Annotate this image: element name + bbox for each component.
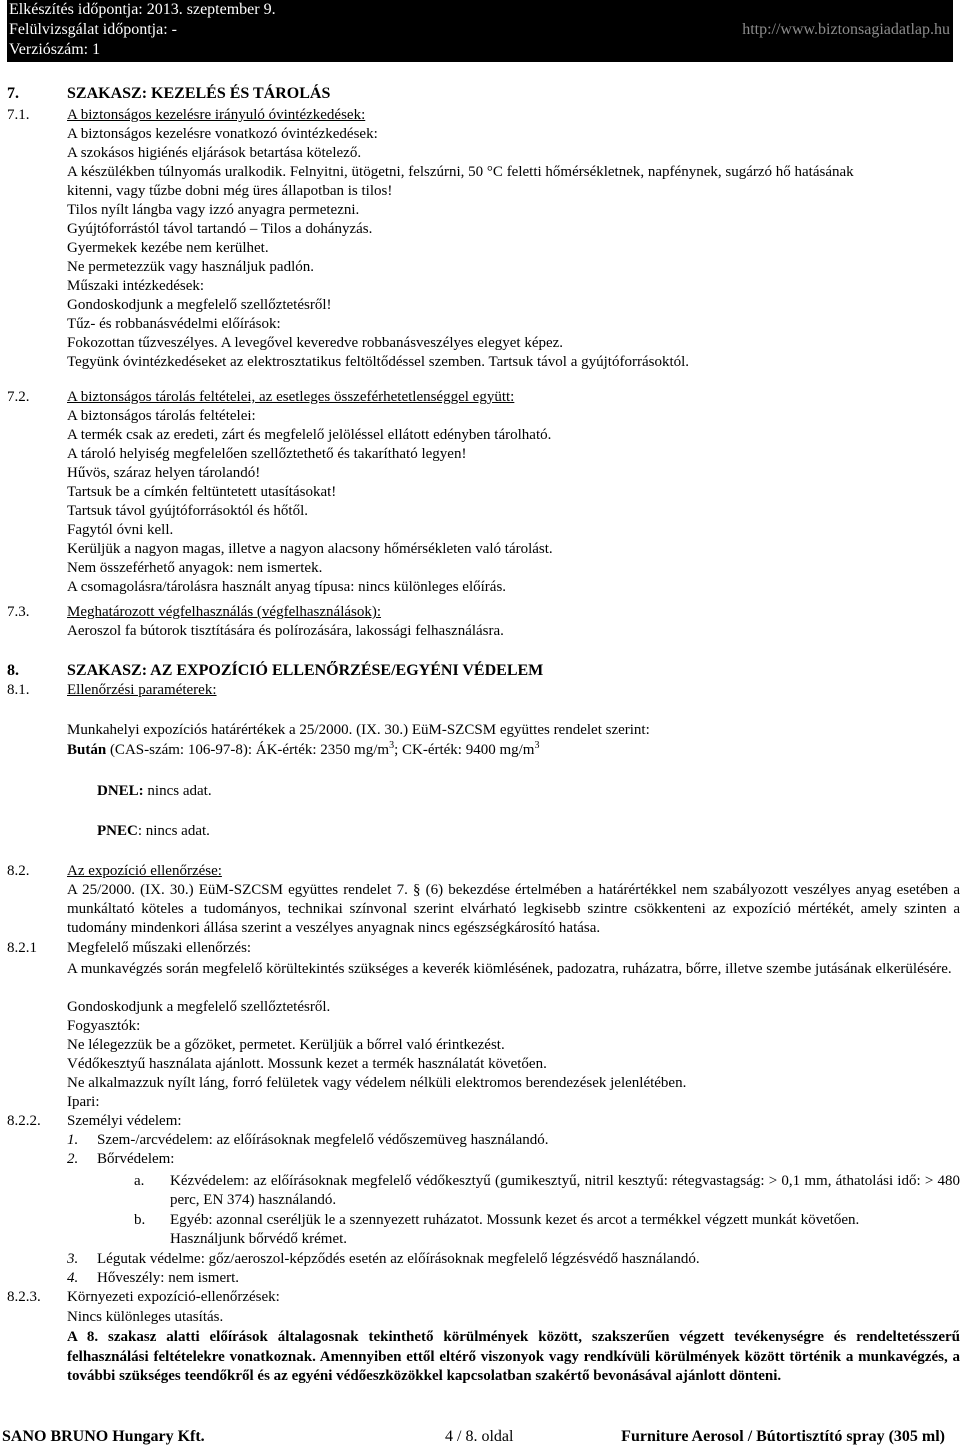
- footer-product: Furniture Aerosol / Bútortisztító spray (305 ml): [621, 1428, 945, 1445]
- section-7-1-number: 7.1.: [7, 107, 30, 123]
- other-protection-text: Használjunk bőrvédő krémet.: [170, 1231, 348, 1247]
- section-8-number: 8.: [7, 662, 19, 679]
- text-line: A készülékben túlnyomás uralkodik. Felnyitni, ütögetni, felszúrni, 50 °C feletti hőmérsékletnek, napfénynek, sugárzó hő hatásának: [67, 164, 854, 180]
- text-line: A biztonságos kezelésre vonatkozó óvintézkedések:: [67, 126, 378, 142]
- section-7-1-title: A biztonságos kezelésre irányuló óvintézkedések:: [67, 107, 366, 123]
- section-8-1-title: Ellenőrzési paraméterek:: [67, 682, 217, 698]
- list-item: Légutak védelme: gőz/aeroszol-képződés esetén az előírásoknak megfelelő légzésvédő használandó.: [97, 1251, 700, 1267]
- dnel-label: DNEL:: [97, 783, 144, 799]
- text-line: A csomagolásra/tárolásra használt anyag típusa: nincs különleges előírás.: [67, 579, 507, 595]
- section-8-2-1-title: Megfelelő műszaki ellenőrzés:: [67, 940, 252, 956]
- text-line: Ne alkalmazzuk nyílt láng, forró felületek vagy védelem nélküli elektromos berendezések jelenlétében.: [67, 1075, 687, 1091]
- hand-protection-text: Kézvédelem: az előírásoknak megfelelő védőkesztyű (gumikesztyű, nitril kesztyű: rétegvastagság: > 0,1 mm, áthatolási idő: > 480 perc, EN 374) használandó.: [170, 1173, 960, 1208]
- section-8-2-2-number: 8.2.2.: [7, 1113, 41, 1129]
- section-8-2-1-number: 8.2.1: [7, 940, 37, 956]
- text-line: Tűz- és robbanásvédelmi előírások:: [67, 316, 281, 332]
- section-7-2-title: A biztonságos tárolás feltételei, az esetleges összeférhetetlenséggel együtt:: [67, 389, 515, 405]
- text-line: Ne permetezzük vagy használjuk padlón.: [67, 259, 314, 275]
- text-line: Tartsuk be a címkén feltüntetett utasításokat!: [67, 484, 337, 500]
- list-number: 2.: [67, 1151, 79, 1167]
- text-line: Fokozottan tűzveszélyes. A levegővel keveredve robbanásveszélyes elegyet képez.: [67, 335, 564, 351]
- section-8-2-3-title: Környezeti expozíció-ellenőrzések:: [67, 1289, 280, 1305]
- superscript: 3: [389, 740, 395, 751]
- footer-page-number: 4 / 8. oldal: [445, 1428, 514, 1445]
- created-date: Elkészítés időpontja: 2013. szeptember 9.: [9, 1, 276, 18]
- text-line: A tároló helyiség megfelelően szellőztethető és takarítható legyen!: [67, 446, 467, 462]
- list-item: Bőrvédelem:: [97, 1151, 175, 1167]
- section-8-1-number: 8.1.: [7, 682, 30, 698]
- list-item: Szem-/arcvédelem: az előírásoknak megfelelő védőszemüveg használandó.: [97, 1132, 549, 1148]
- pnec-line: [97, 822, 210, 841]
- text-line: Ipari:: [67, 1094, 100, 1110]
- dnel-value: nincs adat.: [143, 783, 212, 799]
- section-8-2-1-text: A munkavégzés során megfelelő körültekintés szükséges a keverék kiömlésének, padozatra, ruházatra, bőrre, illetve szembe jutásának elkerülésére.: [67, 961, 952, 977]
- list-number: 3.: [67, 1251, 79, 1267]
- section-7-2-number: 7.2.: [7, 389, 30, 405]
- pnec-value: : nincs adat.: [137, 823, 210, 839]
- section-7-3-number: 7.3.: [7, 604, 30, 620]
- other-protection-text: Egyéb: azonnal cseréljük le a szennyezett ruházatot. Mossunk kezet és arcot a termékkel végzett munkát követően.: [170, 1212, 860, 1228]
- sublist-letter: a.: [134, 1173, 145, 1189]
- section-8-2-3-number: 8.2.3.: [7, 1289, 41, 1305]
- pnec-label: PNEC: [97, 823, 138, 839]
- footer-company: SANO BRUNO Hungary Kft.: [2, 1428, 205, 1445]
- dnel-line: [97, 782, 212, 801]
- section-8-2-2-title: Személyi védelem:: [67, 1113, 182, 1129]
- text-line: Tegyünk óvintézkedéseket az elektrosztatikus feltöltődéssel szemben. Tartsuk távol a gyújtóforrásoktól.: [67, 354, 690, 370]
- superscript: 3: [534, 740, 540, 751]
- section-7-3-title: Meghatározott végfelhasználás (végfelhasználások):: [67, 604, 382, 620]
- exposure-limits-intro: Munkahelyi expozíciós határértékek a 25/2000. (IX. 30.) EüM-SZCSM együttes rendelet szerint:: [67, 722, 650, 738]
- text-line: kitenni, vagy tűzbe dobni még üres állapotban is tilos!: [67, 183, 393, 199]
- list-number: 4.: [67, 1270, 79, 1286]
- text-line: Gyermekek kezébe nem kerülhet.: [67, 240, 269, 256]
- text-line: A biztonságos tárolás feltételei:: [67, 408, 256, 424]
- text-line: Műszaki intézkedések:: [67, 278, 205, 294]
- reviewed-date: Felülvizsgálat időpontja: -: [9, 21, 177, 38]
- text-line: Gondoskodjunk a megfelelő szellőztetésről!: [67, 297, 332, 313]
- section-7-title: SZAKASZ: KEZELÉS ÉS TÁROLÁS: [67, 85, 331, 102]
- text-line: Tartsuk távol gyújtóforrásoktól és hőtől.: [67, 503, 308, 519]
- butane-ak-value: (CAS-szám: 106-97-8): ÁK-érték: 2350 mg/m: [106, 742, 390, 758]
- text-line: Tilos nyílt lángba vagy izzó anyagra permetezni.: [67, 202, 360, 218]
- website-link[interactable]: http://www.biztonsagiadatlap.hu: [742, 21, 950, 38]
- butane-ck-value: ; CK-érték: 9400 mg/m: [394, 742, 535, 758]
- text-line: Gondoskodjunk a megfelelő szellőztetésről.: [67, 999, 331, 1015]
- section-7-number: 7.: [7, 85, 19, 102]
- text-line: Ne lélegezzük be a gőzöket, permetet. Kerüljük a bőrrel való érintkezést.: [67, 1037, 505, 1053]
- list-number: 1.: [67, 1132, 79, 1148]
- text-line: Gyújtóforrástól távol tartandó – Tilos a dohányzás.: [67, 221, 373, 237]
- text-line: A termék csak az eredeti, zárt és megfelelő jelöléssel ellátott edényben tárolható.: [67, 427, 552, 443]
- text-line: Védőkesztyű használata ajánlott. Mossunk kezet a termék használatát követően.: [67, 1056, 547, 1072]
- text-line: Nem összeférhető anyagok: nem ismertek.: [67, 560, 323, 576]
- section-8-2-number: 8.2.: [7, 863, 30, 879]
- section-8-2-title: Az expozíció ellenőrzése:: [67, 863, 222, 879]
- section-8-2-3-text: Nincs különleges utasítás.: [67, 1309, 224, 1325]
- section-7-3-text: Aeroszol fa bútorok tisztítására és polírozására, lakossági felhasználásra.: [67, 623, 504, 639]
- text-line: Fogyasztók:: [67, 1018, 141, 1034]
- text-line: A szokásos higiénés eljárások betartása kötelező.: [67, 145, 362, 161]
- section-8-title: SZAKASZ: AZ EXPOZÍCIÓ ELLENŐRZÉSE/EGYÉNI VÉDELEM: [67, 662, 544, 679]
- butane-name: Bután: [67, 742, 107, 758]
- page-header: [7, 0, 953, 62]
- text-line: Kerüljük a nagyon magas, illetve a nagyon alacsony hőmérsékleten való tárolást.: [67, 541, 553, 557]
- text-line: Hűvös, száraz helyen tárolandó!: [67, 465, 261, 481]
- text-line: Fagytól óvni kell.: [67, 522, 174, 538]
- version-number: Verziószám: 1: [9, 41, 101, 58]
- section-8-2-text: A 25/2000. (IX. 30.) EüM-SZCSM együttes rendelet 7. § (6) bekezdése értelmében a határértékkel nem szabályozott veszélyes anyag esetében a munkáltató köteles a tudományos, technikai színvonal szerint elvárható legkisebb szintre csökkenteni az expozíció mértékét, amely szinten a tudomány mindenkori állása szerint a veszélyes anyagnak nincs egészségkárosító hatása.: [67, 882, 960, 936]
- sublist-letter: b.: [134, 1212, 146, 1228]
- list-item: Hőveszély: nem ismert.: [97, 1270, 240, 1286]
- butane-limit-line: [67, 741, 539, 760]
- final-note: A 8. szakasz alatti előírások általagosnak tekinthető körülmények között, szakszerűen végzett tevékenységre és rendeltetésszerű felhasználási feltételekre vonatkoznak. Amennyiben ettől eltérő viszonyok vagy rendkívüli körülmények között történik a munkavégzés, a további szükséges teendőkről és az egyéni védőeszközökkel kapcsolatban szakértő bevonásával ajánlott dönteni.: [67, 1329, 960, 1384]
